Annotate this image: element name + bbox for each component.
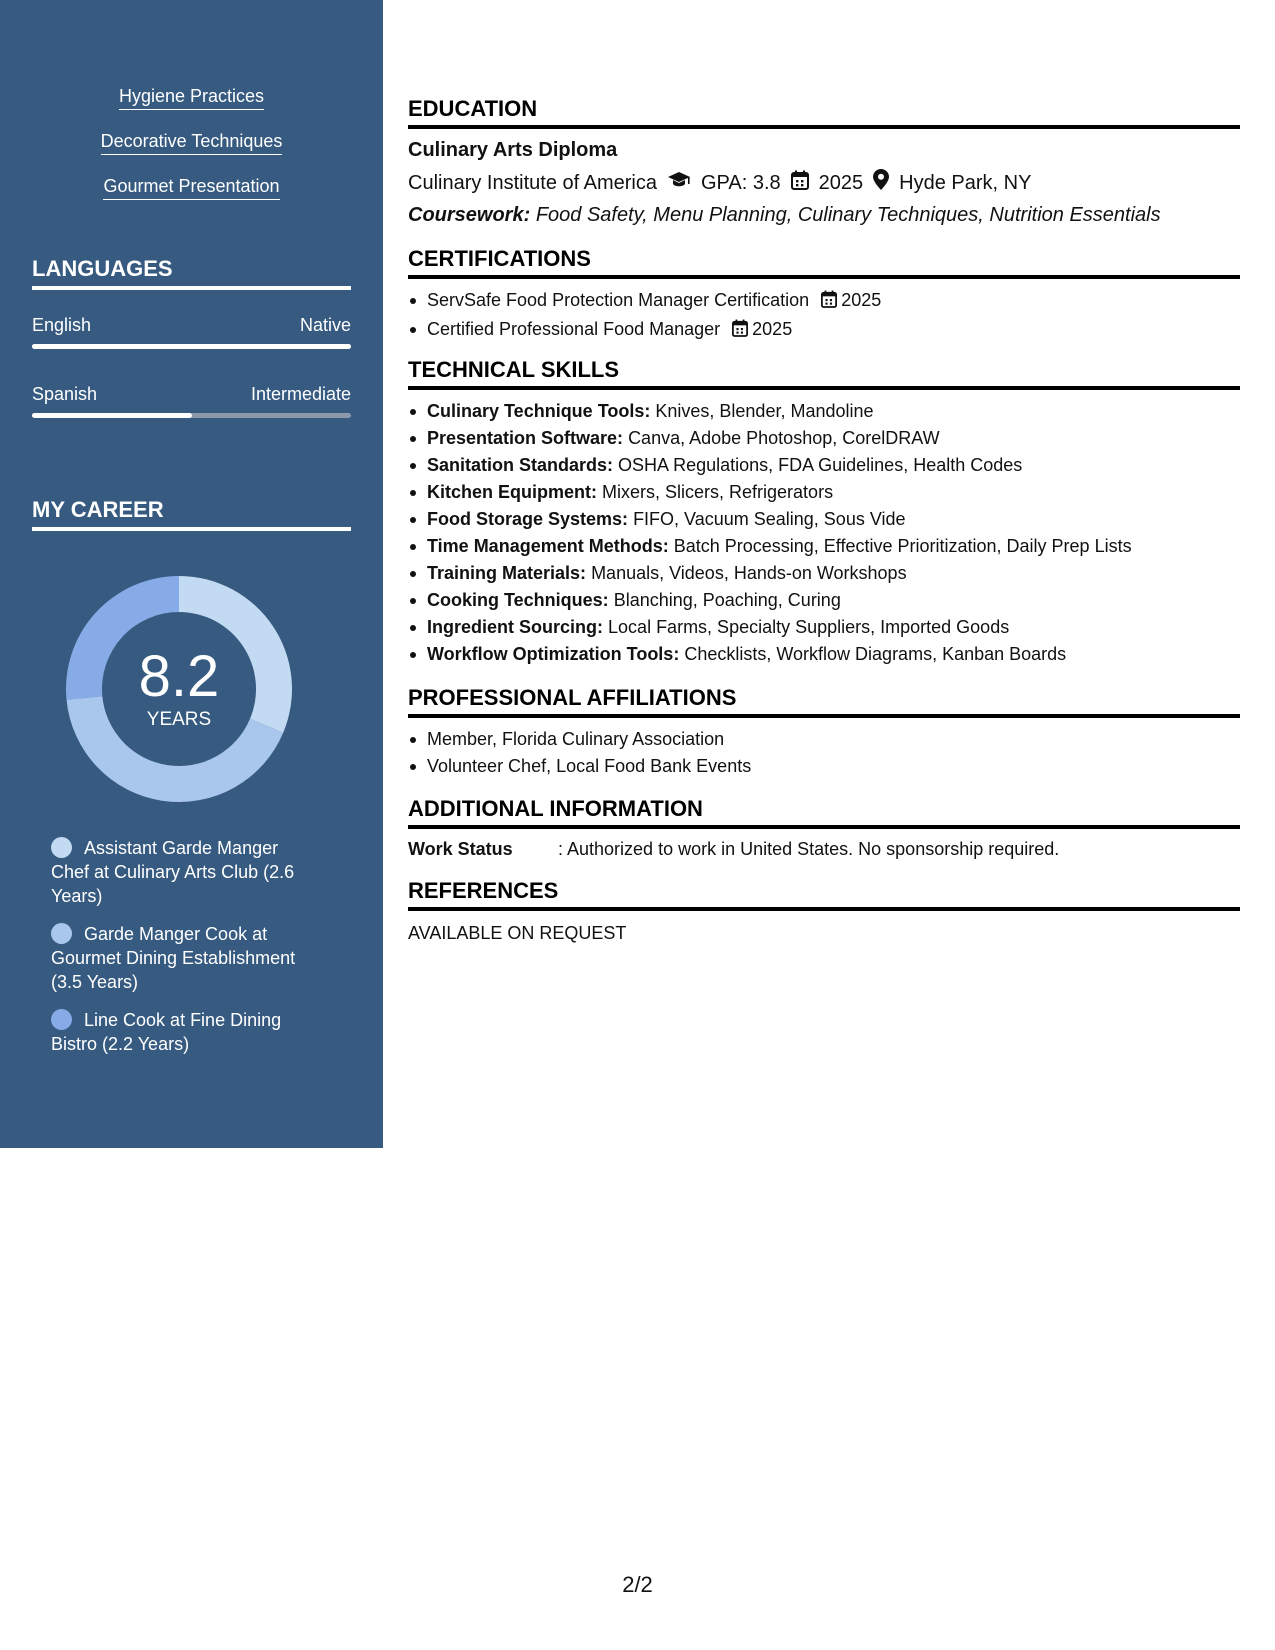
skill-label: Sanitation Standards:	[427, 455, 614, 475]
career-item	[51, 922, 321, 994]
skill-value: Manuals, Videos, Hands-on Workshops	[591, 563, 907, 583]
skill-label: Presentation Software:	[427, 428, 624, 448]
career-list	[51, 836, 321, 1070]
career-item-text: Line Cook at Fine Dining Bistro (2.2 Years)	[51, 1010, 282, 1054]
skill-label: Food Storage Systems:	[427, 509, 629, 529]
career-donut-chart	[66, 576, 292, 802]
list-item: Volunteer Chef, Local Food Bank Events	[408, 753, 1240, 780]
skill-value: OSHA Regulations, FDA Guidelines, Health Codes	[618, 455, 1023, 475]
technical-skills-list	[408, 398, 1240, 668]
career-item-text: Garde Manger Cook at Gourmet Dining Establishment (3.5 Years)	[51, 924, 296, 992]
calendar-icon	[791, 170, 809, 196]
technical-skills-section	[408, 357, 1240, 668]
language-spanish	[32, 383, 351, 418]
section-title: PROFESSIONAL AFFILIATIONS	[408, 685, 1240, 718]
coursework-text: Food Safety, Menu Planning, Culinary Techniques, Nutrition Essentials	[535, 204, 1161, 226]
skill-value: Knives, Blender, Mandoline	[655, 401, 874, 421]
skill-label: Workflow Optimization Tools:	[427, 644, 680, 664]
list-item	[408, 316, 1240, 345]
skill-label: Ingredient Sourcing:	[427, 617, 604, 637]
language-bar	[32, 413, 351, 418]
list-item	[408, 398, 1240, 425]
list-item	[408, 533, 1240, 560]
career-total-value: 8.2	[138, 644, 220, 709]
affiliations-section	[408, 685, 1240, 780]
language-name: Spanish	[32, 384, 98, 404]
gpa: GPA: 3.8	[701, 171, 781, 194]
skill-tag: Hygiene Practices	[119, 86, 264, 110]
skill-value: Mixers, Slicers, Refrigerators	[602, 482, 834, 502]
list-item	[408, 560, 1240, 587]
legend-dot-icon	[51, 1009, 72, 1030]
legend-dot-icon	[51, 837, 72, 858]
skill-tags	[0, 86, 383, 221]
certification-year: 2025	[841, 290, 882, 310]
languages-heading: LANGUAGES	[32, 256, 351, 290]
section-title: ADDITIONAL INFORMATION	[408, 796, 1240, 829]
skill-label: Time Management Methods:	[427, 536, 669, 556]
skill-value: Batch Processing, Effective Prioritization, Daily Prep Lists	[673, 536, 1132, 556]
certification-name: Certified Professional Food Manager	[427, 319, 721, 339]
language-bar	[32, 344, 351, 349]
calendar-icon	[821, 289, 837, 316]
career-heading: MY CAREER	[32, 497, 351, 531]
skill-value: FIFO, Vacuum Sealing, Sous Vide	[633, 509, 906, 529]
skill-label: Cooking Techniques:	[427, 590, 609, 610]
references-text: AVAILABLE ON REQUEST	[408, 923, 627, 943]
career-item	[51, 1008, 321, 1056]
language-level: Intermediate	[250, 384, 351, 404]
work-status-label: Work Status	[408, 839, 513, 859]
skill-label: Training Materials:	[427, 563, 587, 583]
work-status-row	[408, 838, 1240, 860]
references-section	[408, 878, 1240, 944]
certifications-list	[408, 287, 1240, 345]
degree-title: Culinary Arts Diploma	[408, 139, 618, 161]
graduation-cap-icon	[667, 171, 691, 195]
skill-tag: Decorative Techniques	[101, 131, 283, 155]
section-title: CERTIFICATIONS	[408, 246, 1240, 279]
certification-name: ServSafe Food Protection Manager Certification	[427, 290, 810, 310]
list-item	[408, 425, 1240, 452]
coursework-label: Coursework:	[408, 204, 531, 226]
language-level: Native	[299, 315, 351, 335]
language-bar-fill	[32, 344, 351, 349]
affiliations-list	[408, 726, 1240, 780]
additional-info-section	[408, 796, 1240, 860]
education-details	[408, 169, 1240, 196]
language-name: English	[32, 315, 92, 335]
certifications-section	[408, 246, 1240, 345]
list-item	[408, 479, 1240, 506]
skill-value: Checklists, Workflow Diagrams, Kanban Boards	[684, 644, 1067, 664]
section-title: EDUCATION	[408, 96, 1240, 129]
work-status-value: : Authorized to work in United States. No sponsorship required.	[558, 839, 1060, 859]
section-title: TECHNICAL SKILLS	[408, 357, 1240, 390]
school-name: Culinary Institute of America	[408, 171, 657, 194]
skill-label: Culinary Technique Tools:	[427, 401, 651, 421]
list-item	[408, 641, 1240, 668]
school-location: Hyde Park, NY	[899, 171, 1032, 194]
career-item	[51, 836, 321, 908]
location-pin-icon	[873, 169, 889, 196]
coursework	[408, 203, 1240, 227]
list-item: Member, Florida Culinary Association	[408, 726, 1240, 753]
certification-year: 2025	[752, 319, 793, 339]
skill-label: Kitchen Equipment:	[427, 482, 597, 502]
language-bar-fill	[32, 413, 192, 418]
page-number: 2/2	[622, 1572, 653, 1597]
list-item	[408, 452, 1240, 479]
skill-value: Canva, Adobe Photoshop, CorelDRAW	[628, 428, 940, 448]
skill-value: Local Farms, Specialty Suppliers, Imported Goods	[608, 617, 1010, 637]
section-title: REFERENCES	[408, 878, 1240, 911]
list-item	[408, 287, 1240, 316]
list-item	[408, 587, 1240, 614]
skill-value: Blanching, Poaching, Curing	[613, 590, 841, 610]
education-section	[408, 96, 1240, 227]
graduation-year: 2025	[818, 171, 864, 194]
career-item-text: Assistant Garde Manger Chef at Culinary Arts Club (2.6 Years)	[51, 838, 295, 906]
language-english	[32, 314, 351, 349]
legend-dot-icon	[51, 923, 72, 944]
sidebar	[0, 0, 383, 1148]
skill-tag: Gourmet Presentation	[103, 176, 279, 200]
list-item	[408, 506, 1240, 533]
career-total-unit: YEARS	[146, 709, 212, 730]
list-item	[408, 614, 1240, 641]
calendar-icon	[732, 318, 748, 345]
